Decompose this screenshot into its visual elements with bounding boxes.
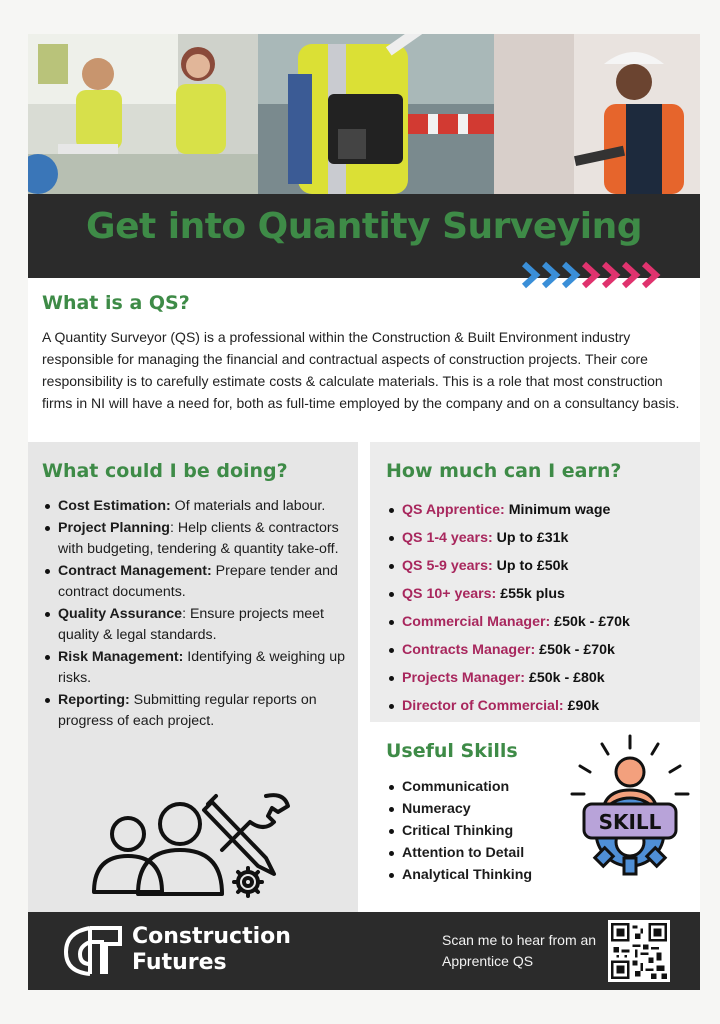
list-item xyxy=(386,664,696,692)
list-item xyxy=(386,636,696,664)
earn-value: £55k plus xyxy=(496,586,565,602)
earn-role: QS Apprentice: xyxy=(402,502,505,518)
list-item xyxy=(386,552,696,580)
earn-list xyxy=(386,496,696,720)
flyer-page xyxy=(28,34,700,990)
skills-panel xyxy=(370,722,700,912)
skill-person-gear-icon xyxy=(566,732,696,902)
construction-futures-logo-icon xyxy=(62,924,124,978)
doing-desc: Prepare tender and contract documents. xyxy=(58,562,338,600)
photo-hardhat-engineer xyxy=(494,34,700,194)
logo-line-2: Futures xyxy=(132,950,227,975)
doing-desc: : Ensure projects meet quality & legal standards. xyxy=(58,605,324,643)
list-item xyxy=(386,692,696,720)
doing-term: Risk Management: xyxy=(58,648,184,665)
list-item xyxy=(386,524,696,552)
earn-role: Director of Commercial: xyxy=(402,698,564,714)
earn-role: QS 10+ years: xyxy=(402,586,497,602)
logo-wordmark xyxy=(132,924,291,976)
doing-desc: : Help clients & contractors with budgeting, tendering & quantity take-off. xyxy=(58,519,339,557)
doing-term: Contract Management: xyxy=(58,562,212,579)
photo-strip xyxy=(28,34,700,194)
doing-desc: Identifying & weighing up risks. xyxy=(58,648,346,686)
list-item xyxy=(386,608,696,636)
list-item: Analytical Thinking xyxy=(386,864,566,886)
earn-role: Commercial Manager: xyxy=(402,614,551,630)
footer xyxy=(28,912,700,990)
doing-panel xyxy=(28,442,358,912)
intro-paragraph: A Quantity Surveyor (QS) is a professional within the Construction & Built Environment industry responsible for managing the financial and contractual aspects of construction projects. Their core responsibility is to carefully estimate costs & calculate materials. This is a role that most construction firms in NI will have a need for, both as full-time employed by the company and on a consultancy basis. xyxy=(42,329,680,411)
earn-role: Contracts Manager: xyxy=(402,642,536,658)
skills-heading: Useful Skills xyxy=(386,740,518,762)
list-item xyxy=(42,647,354,690)
list-item xyxy=(42,604,354,647)
list-item: Critical Thinking xyxy=(386,820,566,842)
list-item xyxy=(42,561,354,604)
page-title: Get into Quantity Surveying xyxy=(86,206,642,247)
photo-surveyor-vest xyxy=(258,34,494,194)
earn-value: Up to £31k xyxy=(492,530,569,546)
scan-caption: Scan me to hear from an Apprentice QS xyxy=(442,932,597,969)
earn-value: £50k - £80k xyxy=(525,670,605,686)
earn-value: £90k xyxy=(563,698,600,714)
doing-term: Quality Assurance xyxy=(58,605,183,622)
doing-term: Reporting: xyxy=(58,691,130,708)
earn-value: Minimum wage xyxy=(504,502,611,518)
list-item xyxy=(386,580,696,608)
photo-office-workers xyxy=(28,34,258,194)
people-tools-icon xyxy=(88,782,298,902)
logo-line-1: Construction xyxy=(132,924,291,949)
earn-role: QS 1-4 years: xyxy=(402,530,493,546)
doing-term: Project Planning xyxy=(58,519,170,536)
doing-list xyxy=(42,496,354,733)
list-item xyxy=(42,518,354,561)
list-item: Communication xyxy=(386,776,566,798)
qr-code-icon[interactable] xyxy=(608,920,670,982)
earn-heading: How much can I earn? xyxy=(386,460,622,482)
doing-desc: Submitting regular reports on progress of each project. xyxy=(58,691,317,729)
skills-list xyxy=(386,776,566,886)
list-item xyxy=(386,496,696,524)
earn-value: £50k - £70k xyxy=(535,642,615,658)
doing-term: Cost Estimation: xyxy=(58,498,171,514)
list-item xyxy=(42,690,354,733)
doing-heading: What could I be doing? xyxy=(42,460,288,482)
earn-role: QS 5-9 years: xyxy=(402,558,493,574)
list-item: Attention to Detail xyxy=(386,842,566,864)
skill-badge-text: SKILL xyxy=(598,810,662,834)
earn-panel xyxy=(370,442,700,722)
earn-role: Projects Manager: xyxy=(402,670,525,686)
list-item: Numeracy xyxy=(386,798,566,820)
list-item xyxy=(42,496,354,518)
title-band xyxy=(28,194,700,278)
intro-heading: What is a QS? xyxy=(42,292,190,314)
doing-desc: Of materials and labour. xyxy=(170,498,326,514)
chevrons-icon xyxy=(520,258,670,292)
earn-value: Up to £50k xyxy=(492,558,569,574)
earn-value: £50k - £70k xyxy=(550,614,630,630)
